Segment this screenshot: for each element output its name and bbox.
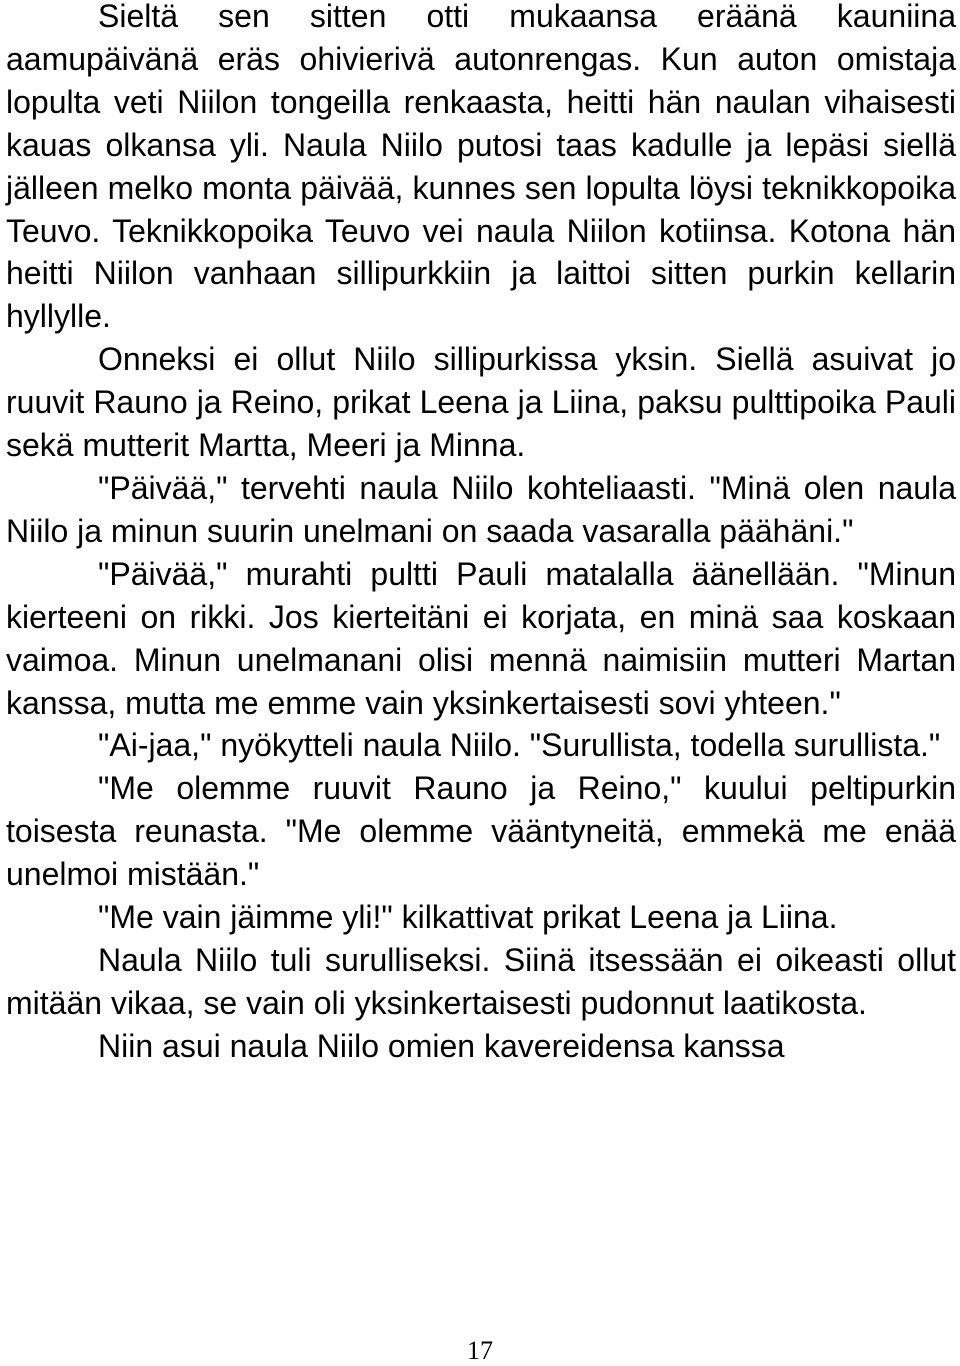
paragraph: "Ai-jaa," nyökytteli naula Niilo. "Surullista, todella surullista." [98,727,941,764]
paragraph: "Päivää," murahti pultti Pauli matalalla äänellään. "Minun kierteeni on rikki. Jos kierteitäni ei korjata, en minä saa koskaan vaimoa. Minun unelmanani olisi mennä naimisiin mutteri Martan kanssa, mutta me emme vain yksinkertaisesti sovi yhteen." [6,555,956,721]
paragraph: "Me olemme ruuvit Rauno ja Reino," kuului peltipurkin toisesta reunasta. "Me olemme vääntyneitä, emmekä me enää unelmoi mistään." [6,770,956,893]
body-text [6,0,956,1068]
paragraph: Naula Niilo tuli surulliseksi. Siinä itsessään ei oikeasti ollut mitään vikaa, se vain oli yksinkertaisesti pudonnut laatikosta. [6,941,956,1021]
paragraph: Sieltä sen sitten otti mukaansa eräänä kauniina aamupäivänä eräs ohivierivä autonrengas. Kun auton omistaja lopulta veti Niilon tongeilla renkaasta, heitti hän naulan vihaisesti kauas olkansa yli. Naula Niilo putosi taas kadulle ja lepäsi siellä jälleen melko monta päivää, kunnes sen lopulta löysi teknikkopoika Teuvo. Teknikkopoika Teuvo vei naula Niilon kotiinsa. Kotona hän heitti Niilon vanhaan sillipurkkiin ja laittoi sitten purkin kellarin hyllylle. [6,0,956,335]
page-number: 17 [467,1336,493,1365]
paragraph: "Päivää," tervehti naula Niilo kohteliaasti. "Minä olen naula Niilo ja minun suurin unelmani on saada vasaralla päähäni." [6,469,956,549]
paragraph: Onneksi ei ollut Niilo sillipurkissa yksin. Siellä asuivat jo ruuvit Rauno ja Reino, prikat Leena ja Liina, paksu pulttipoika Pauli sekä mutterit Martta, Meeri ja Minna. [6,341,956,464]
paragraph: "Me vain jäimme yli!" kilkattivat prikat Leena ja Liina. [98,899,838,936]
paragraph: Niin asui naula Niilo omien kavereidensa kanssa [98,1027,785,1064]
